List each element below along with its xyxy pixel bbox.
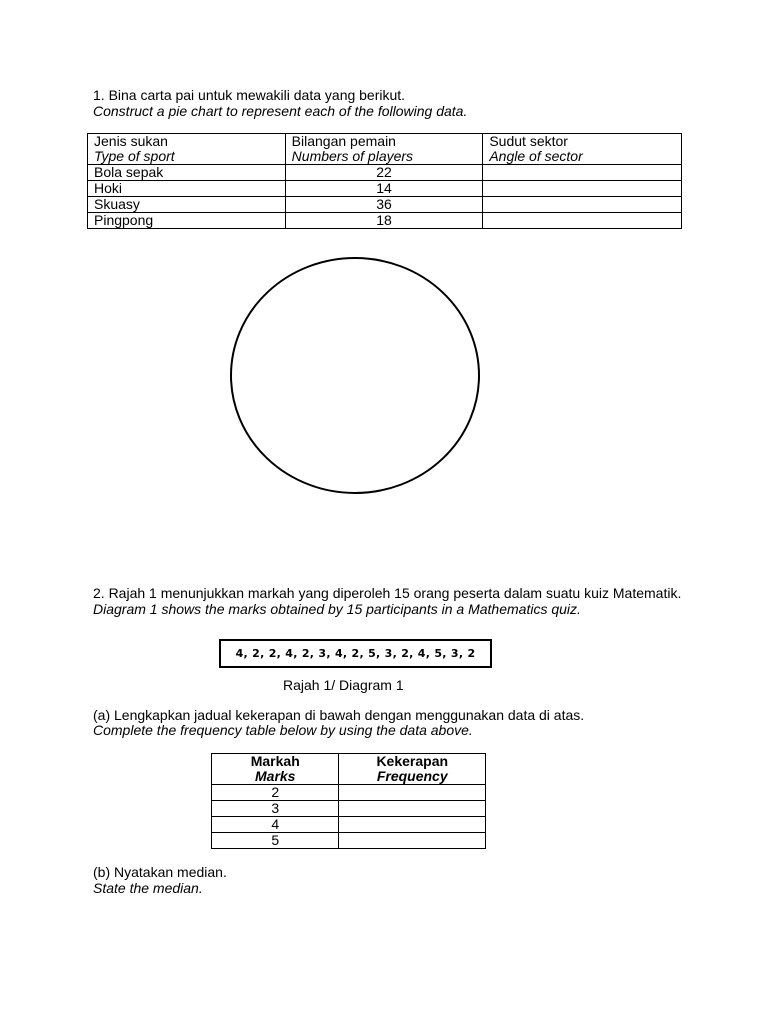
q2-part-a-en: Complete the frequency table below by using the data above. [93, 722, 473, 738]
players-count: 36 [285, 197, 483, 213]
sport-name: Bola sepak [88, 165, 286, 181]
table-row [88, 197, 682, 213]
frequency-cell[interactable] [339, 801, 486, 817]
header-marks-ms: Markah [250, 753, 300, 769]
frequency-cell[interactable] [339, 785, 486, 801]
angle-cell[interactable] [483, 165, 682, 181]
sport-name: Hoki [88, 181, 286, 197]
diagram-caption: Rajah 1/ Diagram 1 [283, 677, 404, 693]
q1-instruction-ms: 1. Bina carta pai untuk mewakili data yang berikut. [93, 87, 406, 103]
q2-part-a-ms: (a) Lengkapkan jadual kekerapan di bawah dengan menggunakan data di atas. [93, 707, 585, 723]
frequency-cell[interactable] [339, 817, 486, 833]
table-row [212, 785, 486, 801]
q2-part-b-ms: (b) Nyatakan median. [93, 864, 227, 880]
header-angle-en: Angle of sector [489, 148, 583, 164]
diagram-1-box [219, 639, 492, 668]
table-row [212, 817, 486, 833]
players-count: 22 [285, 165, 483, 181]
angle-cell[interactable] [483, 181, 682, 197]
table-row [212, 801, 486, 817]
header-sport-en: Type of sport [94, 148, 175, 164]
table-row [88, 165, 682, 181]
header-angle [483, 134, 682, 165]
header-sport [88, 134, 286, 165]
header-frequency-ms: Kekerapan [376, 753, 449, 769]
sport-name: Pingpong [88, 213, 286, 229]
q1-instruction-en: Construct a pie chart to represent each of the following data. [93, 103, 468, 119]
table-row [88, 181, 682, 197]
header-angle-ms: Sudut sektor [489, 133, 568, 149]
sport-name: Skuasy [88, 197, 286, 213]
header-marks [212, 754, 339, 785]
header-sport-ms: Jenis sukan [94, 133, 168, 149]
mark-value: 2 [212, 785, 339, 801]
q2-intro-ms: 2. Rajah 1 menunjukkan markah yang diperoleh 15 orang peserta dalam suatu kuiz Matematik. [93, 585, 682, 601]
players-count: 14 [285, 181, 483, 197]
header-players-ms: Bilangan pemain [291, 133, 396, 149]
header-marks-en: Marks [255, 768, 296, 784]
empty-circle-outline [231, 258, 479, 493]
pie-chart-circle[interactable] [228, 255, 484, 497]
header-players-en: Numbers of players [291, 148, 414, 164]
players-count: 18 [285, 213, 483, 229]
sport-table-header [88, 134, 682, 165]
frequency-table [211, 753, 486, 849]
mark-value: 4 [212, 817, 339, 833]
header-frequency [339, 754, 486, 785]
mark-value: 3 [212, 801, 339, 817]
diagram-data: 4, 2, 2, 4, 2, 3, 4, 2, 5, 3, 2, 4, 5, 3, 2 [235, 647, 476, 660]
q2-part-b-en: State the median. [93, 880, 203, 896]
angle-cell[interactable] [483, 197, 682, 213]
mark-value: 5 [212, 833, 339, 849]
frequency-cell[interactable] [339, 833, 486, 849]
frequency-table-header [212, 754, 486, 785]
table-row [88, 213, 682, 229]
sport-table [87, 133, 682, 229]
q2-intro-en: Diagram 1 shows the marks obtained by 15 participants in a Mathematics quiz. [93, 601, 581, 617]
angle-cell[interactable] [483, 213, 682, 229]
header-players [285, 134, 483, 165]
table-row [212, 833, 486, 849]
header-frequency-en: Frequency [376, 768, 448, 784]
